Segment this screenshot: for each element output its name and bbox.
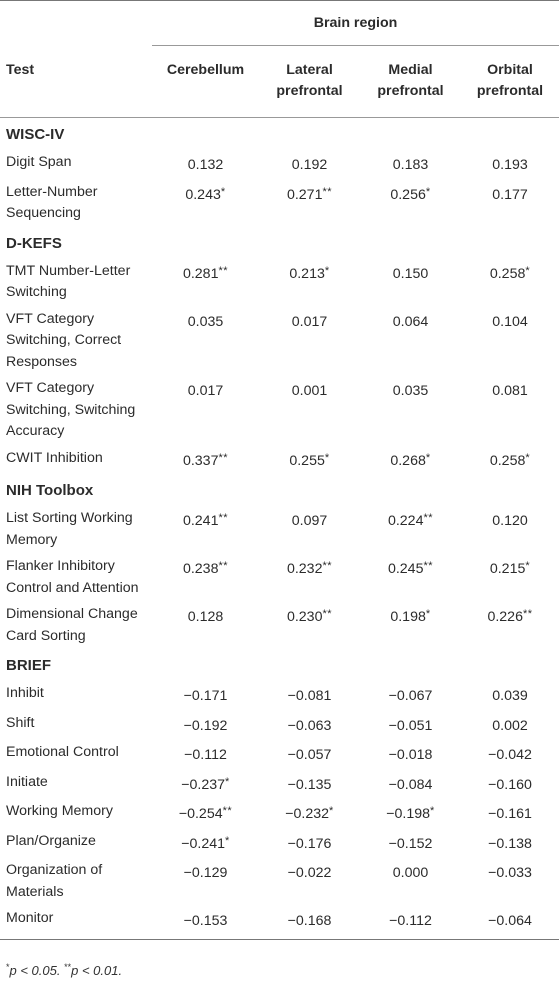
test-label: Monitor (0, 905, 152, 939)
table-row (0, 553, 559, 601)
cell-lateral-prefrontal (259, 680, 360, 710)
significance-mark: ** (423, 560, 434, 572)
cell-orbital-prefrontal (461, 179, 559, 227)
table-row (0, 306, 559, 376)
correlation-value: 0.035 (187, 313, 224, 330)
test-label: Digit Span (6, 154, 72, 170)
test-label: VFT Category Switching, Correct Responses (6, 310, 122, 370)
spanner-row (0, 1, 559, 46)
cell-orbital-prefrontal (461, 739, 559, 769)
significance-mark: ** (218, 512, 229, 524)
significance-mark: * (425, 185, 431, 198)
correlation-value: −0.064 (488, 913, 532, 929)
correlation-value: −0.152 (388, 835, 433, 852)
table-body (0, 118, 559, 940)
cell-cerebellum (152, 375, 259, 445)
correlation-value: 0.035 (392, 383, 429, 399)
correlation-value: −0.057 (287, 747, 332, 763)
correlation-value: 0.226 (487, 609, 523, 625)
column-header-lateral-prefrontal: Lateral prefrontal (259, 46, 360, 118)
footnote-mark-double: ** (64, 962, 72, 972)
column-header-test: Test (0, 46, 152, 118)
significance-mark: ** (218, 451, 229, 464)
cell-orbital-prefrontal (461, 828, 559, 858)
correlation-value: 0.256 (390, 186, 426, 203)
correlation-value: 0.258 (489, 452, 526, 469)
brain-region-spanner: Brain region (152, 1, 559, 46)
cell-cerebellum (152, 306, 259, 376)
cell-lateral-prefrontal (259, 179, 360, 227)
cell-cerebellum (152, 553, 259, 601)
section-row (0, 649, 559, 680)
footnote-mark-single: * (6, 962, 10, 972)
cell-orbital-prefrontal (461, 375, 559, 445)
footnote-text-p05: p < 0.05. (9, 963, 65, 978)
correlation-value: −0.063 (287, 717, 332, 734)
correlation-value: −0.135 (287, 776, 332, 793)
cell-orbital-prefrontal (461, 445, 559, 475)
significance-mark: ** (218, 560, 229, 572)
significance-mark: ** (322, 560, 333, 572)
correlation-value: −0.198 (386, 806, 430, 822)
correlation-value: −0.112 (184, 747, 227, 763)
correlation-value: −0.161 (488, 806, 532, 822)
correlation-value: 0.230 (286, 609, 323, 625)
test-label: Dimensional Change Card Sorting (6, 606, 138, 644)
cell-cerebellum (152, 828, 259, 858)
significance-mark: ** (522, 608, 533, 620)
table-row (0, 258, 559, 306)
table-row (0, 375, 559, 445)
cell-lateral-prefrontal (259, 828, 360, 858)
cell-medial-prefrontal (360, 828, 461, 858)
significance-mark: * (225, 775, 230, 788)
cell-medial-prefrontal (360, 798, 461, 828)
correlation-value: 0.215 (489, 561, 526, 577)
section-row (0, 118, 559, 150)
table-row (0, 179, 559, 227)
correlation-value: 0.183 (392, 157, 429, 173)
correlation-value: 0.238 (182, 561, 219, 577)
significance-mark: * (324, 451, 330, 464)
cell-cerebellum (152, 258, 259, 306)
significance-mark: ** (218, 264, 229, 277)
correlation-value: 0.017 (291, 313, 328, 330)
test-label: Plan/Organize (6, 832, 96, 849)
cell-lateral-prefrontal (259, 739, 360, 769)
cell-cerebellum (152, 680, 259, 710)
test-label: Working Memory (6, 803, 113, 819)
significance-mark: * (225, 834, 230, 847)
cell-lateral-prefrontal (259, 905, 360, 939)
correlation-value: 0.002 (492, 717, 528, 734)
cell-medial-prefrontal (360, 601, 461, 649)
cell-medial-prefrontal (360, 739, 461, 769)
section-row (0, 227, 559, 258)
section-title: WISC-IV (6, 126, 65, 143)
significance-mark: * (425, 451, 431, 464)
correlation-value: −0.112 (389, 913, 432, 929)
correlation-value: 0.000 (392, 865, 429, 881)
cell-orbital-prefrontal (461, 798, 559, 828)
cell-orbital-prefrontal (461, 149, 559, 179)
correlation-value: −0.176 (287, 835, 332, 852)
correlation-value: 0.128 (187, 609, 224, 625)
correlation-value: 0.268 (390, 452, 426, 469)
correlation-value: −0.192 (183, 717, 228, 734)
cell-medial-prefrontal (360, 445, 461, 475)
correlation-value: −0.168 (287, 913, 332, 929)
cell-medial-prefrontal (360, 306, 461, 376)
cell-lateral-prefrontal (259, 553, 360, 601)
cell-lateral-prefrontal (259, 445, 360, 475)
correlation-value: −0.171 (183, 688, 228, 704)
cell-medial-prefrontal (360, 375, 461, 445)
cell-orbital-prefrontal (461, 505, 559, 553)
section-title: D-KEFS (6, 234, 62, 252)
cell-medial-prefrontal (360, 857, 461, 905)
cell-lateral-prefrontal (259, 769, 360, 799)
cell-lateral-prefrontal (259, 601, 360, 649)
significance-mark: ** (423, 512, 434, 524)
correlation-value: 0.001 (291, 383, 328, 399)
cell-lateral-prefrontal (259, 306, 360, 376)
cell-orbital-prefrontal (461, 710, 559, 740)
cell-cerebellum (152, 445, 259, 475)
correlation-value: 0.104 (492, 313, 528, 330)
correlation-value: −0.237 (181, 776, 225, 793)
correlation-value: 0.213 (289, 265, 325, 282)
cell-medial-prefrontal (360, 505, 461, 553)
correlation-value: 0.150 (392, 265, 429, 282)
correlation-value: 0.281 (182, 265, 219, 282)
correlation-value: −0.022 (287, 865, 332, 881)
table-row (0, 710, 559, 740)
cell-lateral-prefrontal (259, 710, 360, 740)
cell-medial-prefrontal (360, 258, 461, 306)
correlation-value: 0.192 (291, 157, 328, 173)
significance-mark: ** (322, 185, 333, 198)
correlation-value: −0.051 (388, 717, 433, 734)
section-row (0, 474, 559, 505)
significance-mark: * (525, 451, 531, 464)
correlation-value: −0.033 (488, 865, 532, 881)
table-row (0, 798, 559, 828)
correlation-value: 0.271 (286, 186, 323, 203)
correlation-value: 0.081 (492, 383, 528, 399)
correlation-value: 0.232 (286, 561, 323, 577)
table-row (0, 857, 559, 905)
cell-cerebellum (152, 739, 259, 769)
cell-cerebellum (152, 149, 259, 179)
table-row (0, 828, 559, 858)
correlation-value: 0.193 (492, 157, 528, 173)
test-label: VFT Category Switching, Switching Accuracy (6, 380, 136, 439)
table-row (0, 505, 559, 553)
correlation-value: 0.097 (291, 513, 328, 529)
cell-cerebellum (152, 905, 259, 939)
correlation-value: 0.198 (390, 609, 426, 625)
significance-mark: * (430, 805, 435, 817)
table-row (0, 769, 559, 799)
spanner-blank-cell (0, 1, 152, 46)
correlation-value: 0.224 (387, 513, 424, 529)
cell-cerebellum (152, 857, 259, 905)
cell-lateral-prefrontal (259, 375, 360, 445)
correlation-value: −0.160 (488, 776, 532, 793)
cell-cerebellum (152, 769, 259, 799)
significance-mark: * (324, 264, 330, 277)
test-label: TMT Number-Letter Switching (6, 262, 131, 300)
correlation-value: 0.243 (185, 186, 221, 203)
cell-orbital-prefrontal (461, 857, 559, 905)
cell-orbital-prefrontal (461, 553, 559, 601)
test-label: Flanker Inhibitory Control and Attention (6, 558, 139, 596)
table-row (0, 601, 559, 649)
test-label: Organization of Materials (6, 862, 103, 900)
cell-lateral-prefrontal (259, 149, 360, 179)
cell-lateral-prefrontal (259, 798, 360, 828)
test-label: Shift (6, 714, 35, 731)
table-row (0, 445, 559, 475)
correlation-value: −0.081 (287, 688, 332, 704)
test-label: Inhibit (6, 685, 44, 701)
correlation-value: 0.039 (492, 688, 528, 704)
significance-mark: * (329, 805, 334, 817)
correlation-value: 0.132 (187, 157, 224, 173)
correlation-value: −0.138 (488, 835, 532, 852)
cell-medial-prefrontal (360, 769, 461, 799)
cell-orbital-prefrontal (461, 769, 559, 799)
cell-medial-prefrontal (360, 905, 461, 939)
cell-cerebellum (152, 601, 259, 649)
column-header-cerebellum: Cerebellum (152, 46, 259, 118)
correlation-value: 0.245 (387, 561, 424, 577)
significance-mark: ** (322, 608, 333, 620)
footnote-text-p01: p < 0.01. (71, 963, 123, 978)
significance-footnote (6, 962, 122, 978)
correlation-value: −0.254 (178, 806, 223, 822)
section-title: NIH Toolbox (6, 482, 94, 499)
test-label: Initiate (6, 773, 48, 790)
significance-mark: * (525, 560, 531, 572)
cell-medial-prefrontal (360, 680, 461, 710)
correlation-value: 0.064 (392, 313, 429, 330)
cell-orbital-prefrontal (461, 680, 559, 710)
table-row (0, 149, 559, 179)
correlation-value: −0.129 (183, 865, 228, 881)
section-title: BRIEF (6, 657, 51, 674)
significance-mark: * (425, 608, 431, 620)
significance-mark: ** (222, 805, 233, 817)
test-label: Letter-Number Sequencing (6, 183, 98, 221)
cell-medial-prefrontal (360, 149, 461, 179)
table-row (0, 905, 559, 939)
cell-medial-prefrontal (360, 710, 461, 740)
correlation-value: −0.042 (488, 747, 532, 763)
correlation-value: −0.084 (388, 776, 433, 793)
test-label: List Sorting Working Memory (6, 510, 133, 548)
correlation-value: 0.337 (182, 452, 219, 469)
correlation-value: 0.258 (489, 265, 526, 282)
cell-cerebellum (152, 798, 259, 828)
correlation-value: −0.153 (183, 913, 228, 929)
column-header-orbital-prefrontal: Orbital prefrontal (461, 46, 559, 118)
correlation-value: −0.018 (388, 747, 433, 763)
correlation-value: 0.120 (492, 513, 528, 529)
column-header-medial-prefrontal: Medial prefrontal (360, 46, 461, 118)
correlation-value: 0.177 (492, 186, 528, 203)
cell-lateral-prefrontal (259, 505, 360, 553)
correlation-value: 0.241 (182, 513, 219, 529)
correlation-value: −0.241 (181, 835, 225, 852)
cell-medial-prefrontal (360, 553, 461, 601)
correlation-value: −0.067 (388, 688, 433, 704)
significance-mark: * (525, 264, 531, 277)
cell-medial-prefrontal (360, 179, 461, 227)
test-label: CWIT Inhibition (6, 449, 103, 466)
cell-orbital-prefrontal (461, 601, 559, 649)
correlation-value: −0.232 (285, 806, 329, 822)
cell-cerebellum (152, 179, 259, 227)
cell-orbital-prefrontal (461, 306, 559, 376)
correlation-value: 0.255 (289, 452, 325, 469)
test-label: Emotional Control (6, 744, 119, 760)
cell-cerebellum (152, 710, 259, 740)
cell-lateral-prefrontal (259, 258, 360, 306)
significance-mark: * (220, 185, 226, 198)
cell-orbital-prefrontal (461, 258, 559, 306)
cell-lateral-prefrontal (259, 857, 360, 905)
column-header-row (0, 46, 559, 118)
cell-orbital-prefrontal (461, 905, 559, 939)
table-row (0, 680, 559, 710)
table-row (0, 739, 559, 769)
cell-cerebellum (152, 505, 259, 553)
correlation-value: 0.017 (187, 383, 224, 399)
